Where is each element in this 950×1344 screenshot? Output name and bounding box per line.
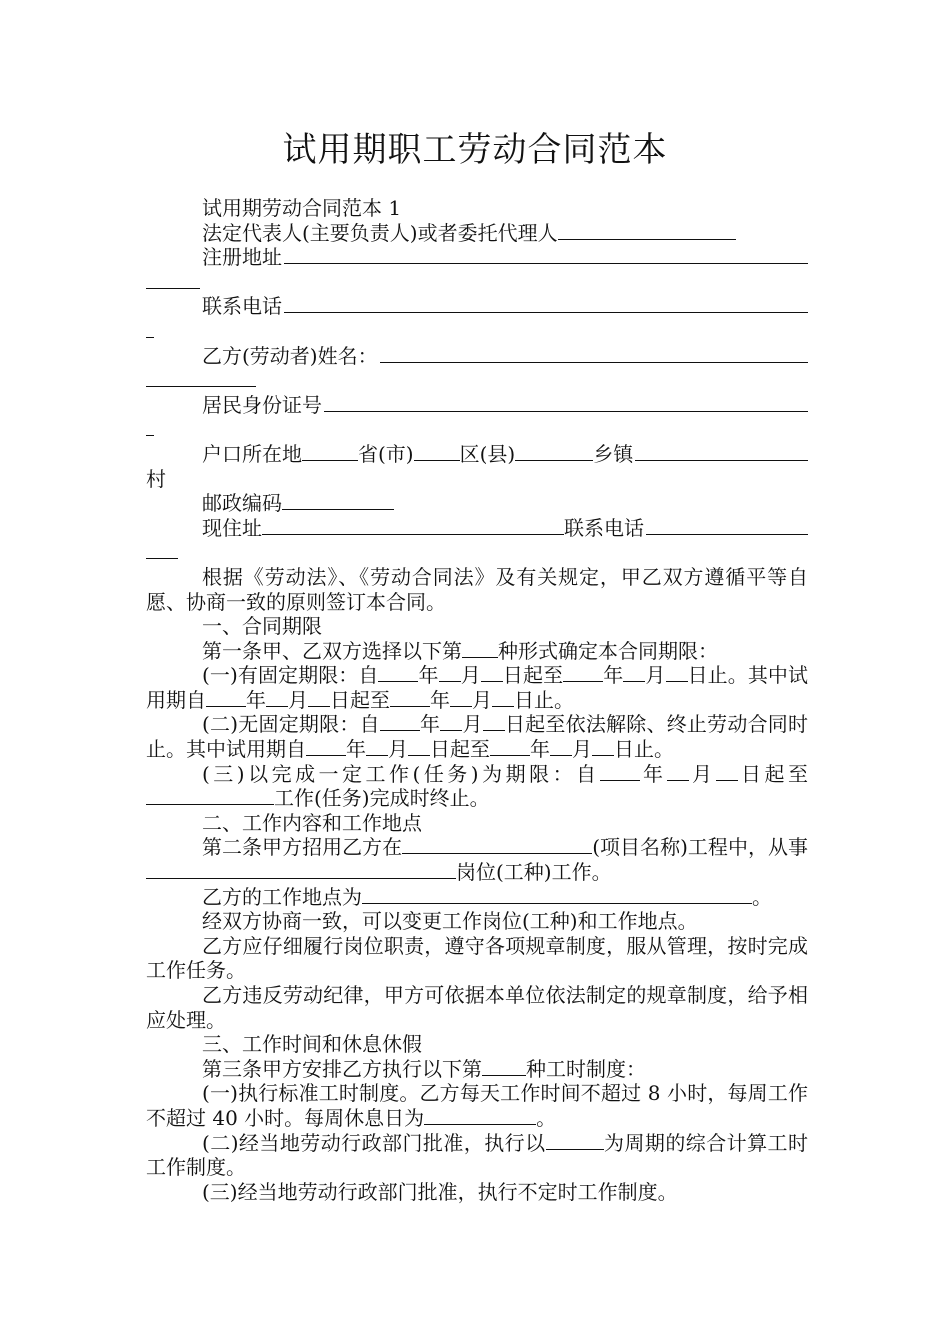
address-label: 注册地址 (202, 245, 282, 270)
probation-2-end-month-blank[interactable] (550, 739, 572, 756)
article-3 (146, 1057, 808, 1082)
discipline-paragraph: 乙方违反劳动纪律，甲方可依据本单位依法制定的规章制度，给予相应处理。 (146, 983, 808, 1032)
section-heading-2: 二、工作内容和工作地点 (202, 810, 422, 835)
month-label: 月 (472, 687, 492, 712)
phone-continuation (146, 319, 808, 344)
id-number-blank[interactable] (324, 393, 808, 412)
work-hour-system-blank[interactable] (482, 1059, 526, 1076)
preamble-paragraph: 根据《劳动法》、《劳动合同法》及有关规定，甲乙双方遵循平等自愿、协商一致的原则签订本合同。 (146, 564, 808, 614)
contact-phone-blank-tail[interactable] (146, 542, 178, 559)
employee-name-label: 乙方(劳动者)姓名： (202, 343, 378, 368)
day-end-label: 日止。 (687, 663, 748, 688)
month-label: 月 (388, 737, 408, 762)
household-label: 户口所在地 (202, 441, 302, 466)
phone-label: 联系电话 (202, 294, 282, 319)
hours-option-2-text-a: (二)经当地劳动行政部门批准，执行以 (202, 1130, 546, 1155)
term-2-start-year-blank[interactable] (380, 714, 420, 731)
subtitle-line (146, 196, 808, 221)
phone-blank-tail[interactable] (146, 321, 154, 338)
month-label: 月 (288, 687, 308, 712)
probation-2-start-month-blank[interactable] (366, 739, 388, 756)
term-1-text: (一)有固定期限：自 (202, 663, 379, 688)
year-label: 年 (430, 687, 450, 712)
month-label: 月 (688, 761, 716, 786)
month-label: 月 (572, 737, 592, 762)
township-label: 乡镇 (593, 441, 634, 466)
representative-label: 法定代表人(主要负责人)或者委托代理人 (202, 220, 558, 245)
term-3-start-day-blank[interactable] (716, 764, 738, 781)
article-1 (146, 639, 808, 664)
probation-2-end-year-blank[interactable] (490, 739, 530, 756)
day-from-label: 日起至 (502, 663, 564, 688)
term-1-end-day-blank[interactable] (666, 665, 688, 682)
current-address-line (146, 516, 808, 541)
term-3-start-month-blank[interactable] (667, 764, 689, 781)
section-heading-3: 三、工作时间和休息休假 (202, 1032, 422, 1057)
article-2 (146, 835, 808, 884)
employee-name-continuation (146, 368, 808, 393)
day-from-label: 日起至 (330, 687, 390, 712)
hours-option-1-text: (一)执行标准工时制度。乙方每天工作时间不超过 8 小时，每周工作不超过 40 小时。每周休息日为 (146, 1081, 808, 1130)
id-number-blank-tail[interactable] (146, 419, 154, 436)
term-option-3 (146, 762, 808, 811)
term-3-task-blank[interactable] (146, 788, 274, 805)
work-location-line (146, 885, 808, 910)
household-line (146, 442, 808, 467)
term-1-probation-text: 其中试用期自 (146, 663, 809, 712)
postcode-line (146, 491, 808, 516)
subtitle-text: 试用期劳动合同范本 1 (202, 196, 402, 220)
id-number-continuation (146, 417, 808, 442)
year-label: 年 (246, 687, 266, 712)
article-2-text-c: 岗位(工种)工作。 (456, 860, 612, 885)
month-label: 月 (460, 663, 481, 688)
article-2-text-a: 第二条甲方招用乙方在 (202, 835, 403, 860)
contact-phone-blank[interactable] (646, 516, 808, 535)
employee-name-blank-tail[interactable] (146, 370, 256, 387)
article-1-form-blank[interactable] (462, 641, 498, 658)
year-label: 年 (418, 663, 439, 688)
township-blank[interactable] (515, 444, 593, 461)
article-3-text-a: 第三条甲方安排乙方执行以下第 (202, 1056, 482, 1081)
phone-blank[interactable] (284, 294, 808, 313)
current-address-blank[interactable] (262, 518, 564, 535)
address-line (146, 245, 808, 270)
section-heading-1: 一、合同期限 (202, 614, 322, 639)
province-label: 省(市) (358, 441, 414, 466)
term-1-start-month-blank[interactable] (439, 665, 461, 682)
probation-2-start-year-blank[interactable] (306, 739, 346, 756)
postcode-label: 邮政编码 (202, 491, 282, 516)
employee-name-line (146, 344, 808, 369)
term-option-1 (146, 663, 808, 712)
day-from-label: 日起至 (430, 737, 490, 762)
probation-1-end-month-blank[interactable] (450, 690, 472, 707)
hours-option-2-text-b: 为周期的综合计算工时工作制度。 (146, 1130, 809, 1180)
contact-phone-continuation (146, 540, 808, 565)
province-blank[interactable] (302, 444, 358, 461)
rest-day-blank[interactable] (424, 1108, 536, 1125)
month-label: 月 (645, 663, 666, 688)
hours-option-2 (146, 1131, 808, 1180)
work-location-blank[interactable] (362, 887, 752, 904)
document-title: 试用期职工劳动合同范本 (282, 130, 668, 170)
employee-name-blank[interactable] (380, 344, 808, 363)
month-label: 月 (462, 712, 483, 737)
hours-option-1 (146, 1081, 808, 1130)
year-label: 年 (603, 663, 624, 688)
probation-1-end-year-blank[interactable] (390, 690, 430, 707)
probation-1-start-day-blank[interactable] (308, 690, 330, 707)
term-1-end-month-blank[interactable] (623, 665, 645, 682)
term-2-text: (二)无固定期限：自 (202, 712, 380, 737)
district-blank[interactable] (414, 444, 460, 461)
contract-body (146, 196, 808, 1204)
year-label: 年 (419, 712, 441, 737)
term-1-end-year-blank[interactable] (563, 665, 603, 682)
probation-1-start-month-blank[interactable] (266, 690, 288, 707)
year-label: 年 (639, 761, 667, 786)
district-label: 区(县) (459, 441, 516, 466)
day-from-label: 日起至 (737, 761, 809, 786)
representative-blank[interactable] (558, 223, 736, 240)
article-1-text-b: 种形式确定本合同期限： (498, 638, 718, 663)
address-blank[interactable] (284, 245, 808, 264)
term-3-start-year-blank[interactable] (600, 764, 640, 781)
term-3-text: (三)以完成一定工作(任务)为期限：自 (202, 761, 600, 786)
current-address-label: 现住址 (202, 515, 262, 540)
postcode-blank[interactable] (282, 493, 394, 510)
representative-line (146, 221, 808, 246)
project-name-blank[interactable] (402, 837, 592, 854)
duties-paragraph: 乙方应仔细履行岗位职责，遵守各项规章制度，服从管理，按时完成工作任务。 (146, 933, 808, 983)
article-3-text-b: 种工时制度： (526, 1056, 646, 1081)
probation-2-end-day-blank[interactable] (592, 739, 614, 756)
address-blank-tail[interactable] (146, 272, 200, 289)
article-2-text-b: (项目名称)工程中，从事 (592, 835, 808, 860)
term-3-end-text: 工作(任务)完成时终止。 (274, 786, 490, 811)
work-change-paragraph: 经双方协商一致，可以变更工作岗位(工种)和工作地点。 (202, 909, 698, 934)
cycle-period-blank[interactable] (546, 1133, 604, 1150)
probation-1-end-day-blank[interactable] (492, 690, 514, 707)
work-location-end: 。 (752, 884, 772, 909)
year-label: 年 (346, 737, 366, 762)
id-number-label: 居民身份证号 (202, 392, 322, 417)
day-end-label: 日止。 (514, 687, 574, 712)
term-2-probation-text: 日起至依法解除、终止劳动合同时止。其中试用期自 (146, 712, 809, 762)
id-number-line (146, 393, 808, 418)
address-continuation (146, 270, 808, 295)
phone-line (146, 294, 808, 319)
probation-2-start-day-blank[interactable] (408, 739, 430, 756)
village-blank[interactable] (635, 442, 808, 461)
term-option-2 (146, 712, 808, 761)
term-2-start-day-blank[interactable] (483, 714, 505, 731)
term-2-start-month-blank[interactable] (440, 714, 462, 731)
probation-1-start-year-blank[interactable] (206, 690, 246, 707)
day-end-label: 日止。 (614, 737, 674, 762)
hours-option-1-end: 。 (536, 1105, 557, 1130)
position-blank[interactable] (146, 862, 456, 879)
article-1-text-a: 第一条甲、乙双方选择以下第 (202, 638, 462, 663)
village-label: 村 (146, 466, 166, 491)
contact-phone-label: 联系电话 (564, 515, 644, 540)
year-label: 年 (530, 737, 550, 762)
work-location-label: 乙方的工作地点为 (202, 884, 362, 909)
village-line (146, 467, 808, 492)
hours-option-3: (三)经当地劳动行政部门批准，执行不定时工作制度。 (202, 1179, 678, 1204)
term-1-start-day-blank[interactable] (481, 665, 503, 682)
term-1-start-year-blank[interactable] (378, 665, 418, 682)
